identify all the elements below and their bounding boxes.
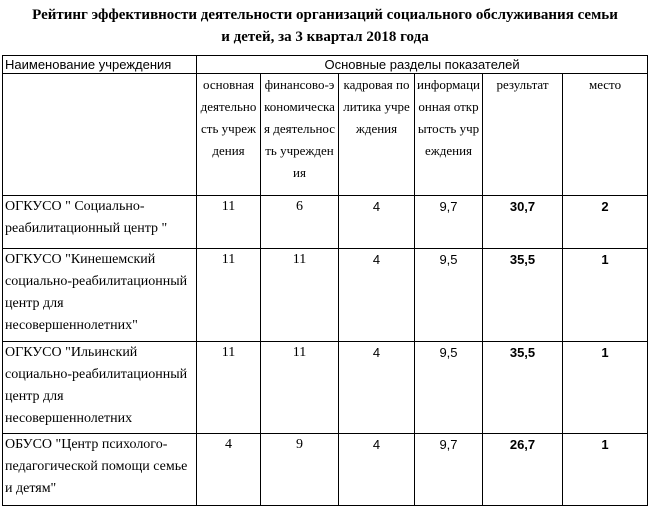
value-personnel: 4 bbox=[339, 249, 415, 342]
value-finance: 6 bbox=[261, 196, 339, 249]
table-row bbox=[3, 196, 648, 249]
value-finance: 11 bbox=[261, 249, 339, 342]
title-line-1: Рейтинг эффективности деятельности организаций социального обслуживания семьи bbox=[32, 7, 618, 23]
header-group: Основные разделы показателей bbox=[197, 56, 648, 74]
value-result: 30,7 bbox=[483, 196, 563, 249]
header-col-result: результат bbox=[483, 74, 563, 196]
value-place: 2 bbox=[563, 196, 648, 249]
value-main: 11 bbox=[197, 342, 261, 434]
value-personnel: 4 bbox=[339, 434, 415, 506]
value-result: 26,7 bbox=[483, 434, 563, 506]
value-place: 1 bbox=[563, 434, 648, 506]
table-row bbox=[3, 434, 648, 506]
org-name: ОГКУСО "Ильинский социально-реабилитационный центр для несовершеннолетних bbox=[3, 342, 197, 434]
value-openness: 9,5 bbox=[415, 342, 483, 434]
header-name-col: Наименование учреждения bbox=[3, 56, 197, 74]
value-finance: 9 bbox=[261, 434, 339, 506]
org-name: ОБУСО "Центр психолого-педагогической помощи семье и детям" bbox=[3, 434, 197, 506]
header-row-top bbox=[3, 56, 648, 74]
value-result: 35,5 bbox=[483, 249, 563, 342]
value-main: 11 bbox=[197, 249, 261, 342]
value-place: 1 bbox=[563, 342, 648, 434]
value-openness: 9,7 bbox=[415, 434, 483, 506]
value-openness: 9,5 bbox=[415, 249, 483, 342]
header-name-empty bbox=[3, 74, 197, 196]
rating-table bbox=[2, 55, 648, 506]
header-col-finance: финансово-экономическая деятельность учреждения bbox=[261, 74, 339, 196]
header-col-personnel: кадровая политика учреждения bbox=[339, 74, 415, 196]
header-col-main: основная деятельность учреждения bbox=[197, 74, 261, 196]
value-personnel: 4 bbox=[339, 196, 415, 249]
value-main: 4 bbox=[197, 434, 261, 506]
org-name: ОГКУСО " Социально-реабилитационный центр " bbox=[3, 196, 197, 249]
value-main: 11 bbox=[197, 196, 261, 249]
header-col-openness: информационная открытость учреждения bbox=[415, 74, 483, 196]
page-title bbox=[0, 4, 650, 48]
value-personnel: 4 bbox=[339, 342, 415, 434]
table-row bbox=[3, 342, 648, 434]
value-finance: 11 bbox=[261, 342, 339, 434]
title-line-2: и детей, за 3 квартал 2018 года bbox=[221, 29, 429, 45]
org-name: ОГКУСО "Кинешемский социально-реабилитационный центр для несовершеннолетних" bbox=[3, 249, 197, 342]
value-place: 1 bbox=[563, 249, 648, 342]
value-openness: 9,7 bbox=[415, 196, 483, 249]
header-col-place: место bbox=[563, 74, 648, 196]
value-result: 35,5 bbox=[483, 342, 563, 434]
table-row bbox=[3, 249, 648, 342]
header-row-columns bbox=[3, 74, 648, 196]
